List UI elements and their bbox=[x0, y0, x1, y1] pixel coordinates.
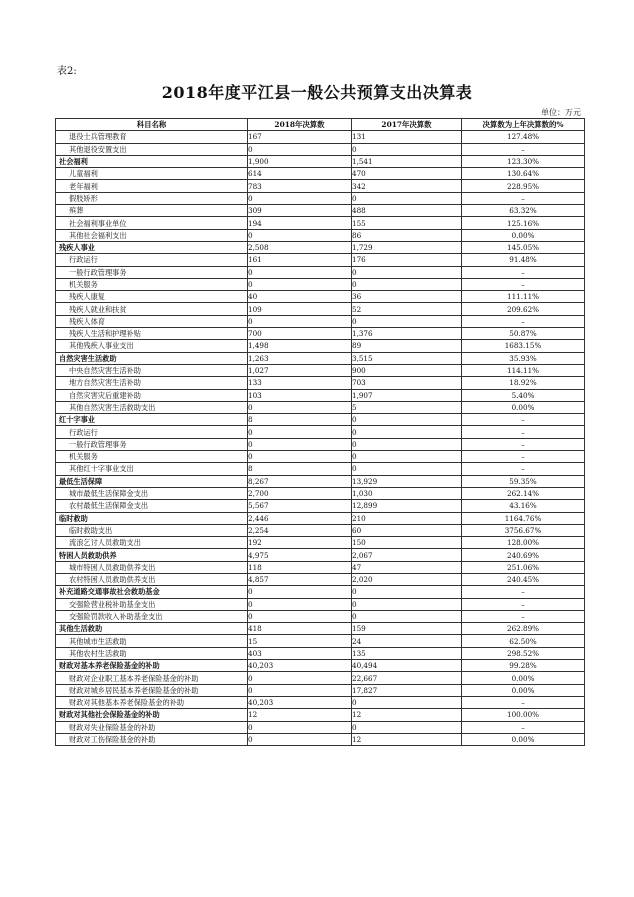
table-row bbox=[56, 524, 585, 536]
item-name-cell: 残疾人康复 bbox=[56, 291, 248, 303]
item-name-cell: 其他城市生活救助 bbox=[56, 635, 248, 647]
item-name-cell: 交强险罚款收入补助基金支出 bbox=[56, 610, 248, 622]
item-name-cell: 儿童福利 bbox=[56, 168, 248, 180]
value-2017-cell: 17,827 bbox=[352, 684, 462, 696]
item-name-cell: 城市最低生活保障金支出 bbox=[56, 487, 248, 499]
value-2018-cell: 0 bbox=[248, 451, 352, 463]
item-name-cell: 其他残疾人事业支出 bbox=[56, 340, 248, 352]
item-name-cell: 残疾人就业和扶贫 bbox=[56, 303, 248, 315]
table-row bbox=[56, 340, 585, 352]
table-row bbox=[56, 143, 585, 155]
value-2018-cell: 103 bbox=[248, 389, 352, 401]
item-name-cell: 补充道路交通事故社会救助基金 bbox=[56, 586, 248, 598]
value-2018-cell: 40,203 bbox=[248, 660, 352, 672]
value-2018-cell: 0 bbox=[248, 266, 352, 278]
item-name-cell: 其他生活救助 bbox=[56, 623, 248, 635]
table-row bbox=[56, 573, 585, 585]
value-2017-cell: 0 bbox=[352, 414, 462, 426]
table-row bbox=[56, 733, 585, 745]
item-name-cell: 其他社会福利支出 bbox=[56, 229, 248, 241]
value-2018-cell: 8,267 bbox=[248, 475, 352, 487]
value-2018-cell: 40,203 bbox=[248, 696, 352, 708]
value-2018-cell: 2,254 bbox=[248, 524, 352, 536]
value-2018-cell: 4,975 bbox=[248, 549, 352, 561]
percent-cell: – bbox=[462, 315, 585, 327]
table-row bbox=[56, 537, 585, 549]
table-row bbox=[56, 672, 585, 684]
item-name-cell: 老年福利 bbox=[56, 180, 248, 192]
item-name-cell: 财政对其他基本养老保险基金的补助 bbox=[56, 696, 248, 708]
item-name-cell: 其他自然灾害生活救助支出 bbox=[56, 401, 248, 413]
percent-cell: 3756.67% bbox=[462, 524, 585, 536]
value-2017-cell: 0 bbox=[352, 696, 462, 708]
percent-cell: 18.92% bbox=[462, 377, 585, 389]
value-2018-cell: 0 bbox=[248, 586, 352, 598]
percent-cell: 35.93% bbox=[462, 352, 585, 364]
value-2017-cell: 131 bbox=[352, 131, 462, 143]
value-2017-cell: 0 bbox=[352, 426, 462, 438]
value-2017-cell: 488 bbox=[352, 205, 462, 217]
percent-cell: – bbox=[462, 438, 585, 450]
table-row bbox=[56, 586, 585, 598]
table-row bbox=[56, 168, 585, 180]
value-2017-cell: 40,494 bbox=[352, 660, 462, 672]
table-row bbox=[56, 328, 585, 340]
value-2017-cell: 12 bbox=[352, 733, 462, 745]
percent-cell: 127.48% bbox=[462, 131, 585, 143]
value-2017-cell: 150 bbox=[352, 537, 462, 549]
percent-cell: – bbox=[462, 143, 585, 155]
percent-cell: – bbox=[462, 414, 585, 426]
item-name-cell: 财政对工伤保险基金的补助 bbox=[56, 733, 248, 745]
value-2017-cell: 47 bbox=[352, 561, 462, 573]
value-2017-cell: 1,030 bbox=[352, 487, 462, 499]
item-name-cell: 财政对城乡居民基本养老保险基金的补助 bbox=[56, 684, 248, 696]
item-name-cell: 残疾人体育 bbox=[56, 315, 248, 327]
percent-cell: – bbox=[462, 426, 585, 438]
table-row bbox=[56, 451, 585, 463]
percent-cell: 262.14% bbox=[462, 487, 585, 499]
value-2018-cell: 0 bbox=[248, 229, 352, 241]
item-name-cell: 残疾人生活和护理补贴 bbox=[56, 328, 248, 340]
percent-cell: 0.00% bbox=[462, 684, 585, 696]
item-name-cell: 行政运行 bbox=[56, 254, 248, 266]
value-2018-cell: 109 bbox=[248, 303, 352, 315]
value-2018-cell: 309 bbox=[248, 205, 352, 217]
table-row bbox=[56, 512, 585, 524]
percent-cell: 251.06% bbox=[462, 561, 585, 573]
item-name-cell: 地方自然灾害生活补助 bbox=[56, 377, 248, 389]
item-name-cell: 流浪乞讨人员救助支出 bbox=[56, 537, 248, 549]
value-2018-cell: 614 bbox=[248, 168, 352, 180]
percent-cell: – bbox=[462, 278, 585, 290]
value-2017-cell: 2,020 bbox=[352, 573, 462, 585]
item-name-cell: 农村最低生活保障金支出 bbox=[56, 500, 248, 512]
table-row bbox=[56, 487, 585, 499]
value-2018-cell: 0 bbox=[248, 315, 352, 327]
value-2018-cell: 0 bbox=[248, 610, 352, 622]
percent-cell: – bbox=[462, 463, 585, 475]
table-row bbox=[56, 389, 585, 401]
item-name-cell: 财政对企业职工基本养老保险基金的补助 bbox=[56, 672, 248, 684]
table-row bbox=[56, 549, 585, 561]
value-2018-cell: 1,027 bbox=[248, 364, 352, 376]
table-row bbox=[56, 401, 585, 413]
table-row bbox=[56, 229, 585, 241]
table-body bbox=[56, 131, 585, 746]
value-2018-cell: 0 bbox=[248, 438, 352, 450]
value-2017-cell: 13,929 bbox=[352, 475, 462, 487]
percent-cell: – bbox=[462, 192, 585, 204]
value-2018-cell: 0 bbox=[248, 733, 352, 745]
item-name-cell: 其他退役安置支出 bbox=[56, 143, 248, 155]
value-2017-cell: 0 bbox=[352, 266, 462, 278]
percent-cell: – bbox=[462, 451, 585, 463]
value-2017-cell: 470 bbox=[352, 168, 462, 180]
percent-cell: 1683.15% bbox=[462, 340, 585, 352]
value-2017-cell: 703 bbox=[352, 377, 462, 389]
value-2017-cell: 36 bbox=[352, 291, 462, 303]
value-2018-cell: 5,567 bbox=[248, 500, 352, 512]
percent-cell: 5.40% bbox=[462, 389, 585, 401]
value-2017-cell: 52 bbox=[352, 303, 462, 315]
item-name-cell: 殡葬 bbox=[56, 205, 248, 217]
percent-cell: 0.00% bbox=[462, 733, 585, 745]
value-2017-cell: 0 bbox=[352, 451, 462, 463]
table-row bbox=[56, 660, 585, 672]
item-name-cell: 财政对失业保险基金的补助 bbox=[56, 721, 248, 733]
percent-cell: 0.00% bbox=[462, 401, 585, 413]
table-row bbox=[56, 721, 585, 733]
value-2018-cell: 0 bbox=[248, 401, 352, 413]
table-row bbox=[56, 278, 585, 290]
table-row bbox=[56, 623, 585, 635]
percent-cell: 100.00% bbox=[462, 709, 585, 721]
table-row bbox=[56, 266, 585, 278]
table-row bbox=[56, 303, 585, 315]
percent-cell: 125.16% bbox=[462, 217, 585, 229]
table-row bbox=[56, 463, 585, 475]
value-2018-cell: 0 bbox=[248, 598, 352, 610]
header-2018-final: 2018年决算数 bbox=[248, 119, 352, 131]
value-2017-cell: 0 bbox=[352, 143, 462, 155]
value-2017-cell: 1,541 bbox=[352, 155, 462, 167]
value-2018-cell: 0 bbox=[248, 143, 352, 155]
percent-cell: 209.62% bbox=[462, 303, 585, 315]
percent-cell: 63.32% bbox=[462, 205, 585, 217]
value-2018-cell: 0 bbox=[248, 684, 352, 696]
table-row bbox=[56, 377, 585, 389]
item-name-cell: 最低生活保障 bbox=[56, 475, 248, 487]
table-row bbox=[56, 241, 585, 253]
item-name-cell: 自然灾害灾后重建补助 bbox=[56, 389, 248, 401]
table-row bbox=[56, 315, 585, 327]
percent-cell: – bbox=[462, 266, 585, 278]
value-2018-cell: 783 bbox=[248, 180, 352, 192]
item-name-cell: 行政运行 bbox=[56, 426, 248, 438]
percent-cell: 0.00% bbox=[462, 229, 585, 241]
table-row bbox=[56, 217, 585, 229]
value-2017-cell: 135 bbox=[352, 647, 462, 659]
table-row bbox=[56, 155, 585, 167]
item-name-cell: 自然灾害生活救助 bbox=[56, 352, 248, 364]
value-2017-cell: 22,667 bbox=[352, 672, 462, 684]
unit-label: 单位：万元 bbox=[541, 108, 581, 117]
value-2018-cell: 167 bbox=[248, 131, 352, 143]
value-2018-cell: 0 bbox=[248, 192, 352, 204]
percent-cell: – bbox=[462, 696, 585, 708]
item-name-cell: 特困人员救助供养 bbox=[56, 549, 248, 561]
table-row bbox=[56, 709, 585, 721]
item-name-cell: 临时救助支出 bbox=[56, 524, 248, 536]
table-row bbox=[56, 610, 585, 622]
value-2017-cell: 89 bbox=[352, 340, 462, 352]
item-name-cell: 红十字事业 bbox=[56, 414, 248, 426]
percent-cell: 91.48% bbox=[462, 254, 585, 266]
value-2018-cell: 418 bbox=[248, 623, 352, 635]
table-row bbox=[56, 635, 585, 647]
value-2017-cell: 0 bbox=[352, 315, 462, 327]
value-2018-cell: 2,446 bbox=[248, 512, 352, 524]
value-2018-cell: 40 bbox=[248, 291, 352, 303]
percent-cell: 1164.76% bbox=[462, 512, 585, 524]
item-name-cell: 交强险营业税补助基金支出 bbox=[56, 598, 248, 610]
item-name-cell: 其他农村生活救助 bbox=[56, 647, 248, 659]
value-2018-cell: 1,263 bbox=[248, 352, 352, 364]
percent-cell: 62.50% bbox=[462, 635, 585, 647]
value-2017-cell: 210 bbox=[352, 512, 462, 524]
table-row bbox=[56, 500, 585, 512]
table-row bbox=[56, 598, 585, 610]
value-2018-cell: 4,857 bbox=[248, 573, 352, 585]
table-number-label: 表2: bbox=[57, 66, 77, 77]
value-2017-cell: 5 bbox=[352, 401, 462, 413]
value-2017-cell: 0 bbox=[352, 598, 462, 610]
item-name-cell: 其他红十字事业支出 bbox=[56, 463, 248, 475]
table-row bbox=[56, 254, 585, 266]
value-2018-cell: 15 bbox=[248, 635, 352, 647]
percent-cell: – bbox=[462, 586, 585, 598]
value-2018-cell: 194 bbox=[248, 217, 352, 229]
percent-cell: 0.00% bbox=[462, 672, 585, 684]
table-row bbox=[56, 131, 585, 143]
value-2017-cell: 900 bbox=[352, 364, 462, 376]
value-2017-cell: 0 bbox=[352, 278, 462, 290]
table-row bbox=[56, 426, 585, 438]
item-name-cell: 一般行政管理事务 bbox=[56, 266, 248, 278]
value-2017-cell: 342 bbox=[352, 180, 462, 192]
item-name-cell: 假肢矫形 bbox=[56, 192, 248, 204]
value-2018-cell: 0 bbox=[248, 721, 352, 733]
table-row bbox=[56, 414, 585, 426]
item-name-cell: 农村特困人员救助供养支出 bbox=[56, 573, 248, 585]
percent-cell: 298.52% bbox=[462, 647, 585, 659]
value-2017-cell: 1,907 bbox=[352, 389, 462, 401]
table-row bbox=[56, 364, 585, 376]
percent-cell: 145.05% bbox=[462, 241, 585, 253]
value-2017-cell: 86 bbox=[352, 229, 462, 241]
item-name-cell: 残疾人事业 bbox=[56, 241, 248, 253]
value-2017-cell: 0 bbox=[352, 192, 462, 204]
value-2017-cell: 0 bbox=[352, 463, 462, 475]
table-row bbox=[56, 647, 585, 659]
page-title: 2018年度平江县一般公共预算支出决算表 bbox=[161, 83, 473, 102]
value-2018-cell: 403 bbox=[248, 647, 352, 659]
value-2018-cell: 700 bbox=[248, 328, 352, 340]
header-2017-final: 2017年决算数 bbox=[352, 119, 462, 131]
budget-table bbox=[55, 118, 585, 746]
percent-cell: 128.00% bbox=[462, 537, 585, 549]
table-header-row bbox=[56, 119, 585, 131]
percent-cell: – bbox=[462, 721, 585, 733]
percent-cell: 43.16% bbox=[462, 500, 585, 512]
table-row bbox=[56, 438, 585, 450]
value-2017-cell: 0 bbox=[352, 610, 462, 622]
value-2017-cell: 176 bbox=[352, 254, 462, 266]
value-2017-cell: 0 bbox=[352, 586, 462, 598]
value-2018-cell: 2,700 bbox=[248, 487, 352, 499]
item-name-cell: 退役士兵管理教育 bbox=[56, 131, 248, 143]
value-2017-cell: 60 bbox=[352, 524, 462, 536]
value-2017-cell: 12 bbox=[352, 709, 462, 721]
value-2018-cell: 133 bbox=[248, 377, 352, 389]
table-row bbox=[56, 205, 585, 217]
item-name-cell: 临时救助 bbox=[56, 512, 248, 524]
value-2017-cell: 12,899 bbox=[352, 500, 462, 512]
table-row bbox=[56, 561, 585, 573]
value-2018-cell: 8 bbox=[248, 414, 352, 426]
value-2018-cell: 0 bbox=[248, 426, 352, 438]
percent-cell: 59.35% bbox=[462, 475, 585, 487]
item-name-cell: 财政对基本养老保险基金的补助 bbox=[56, 660, 248, 672]
value-2017-cell: 155 bbox=[352, 217, 462, 229]
table-row bbox=[56, 291, 585, 303]
percent-cell: – bbox=[462, 610, 585, 622]
value-2017-cell: 1,376 bbox=[352, 328, 462, 340]
item-name-cell: 一般行政管理事务 bbox=[56, 438, 248, 450]
value-2017-cell: 159 bbox=[352, 623, 462, 635]
value-2018-cell: 8 bbox=[248, 463, 352, 475]
percent-cell: 123.30% bbox=[462, 155, 585, 167]
percent-cell: 114.11% bbox=[462, 364, 585, 376]
item-name-cell: 财政对其他社会保险基金的补助 bbox=[56, 709, 248, 721]
table-row bbox=[56, 192, 585, 204]
item-name-cell: 城市特困人员救助供养支出 bbox=[56, 561, 248, 573]
value-2017-cell: 24 bbox=[352, 635, 462, 647]
value-2018-cell: 12 bbox=[248, 709, 352, 721]
header-percent: 决算数为上年决算数的% bbox=[462, 119, 585, 131]
value-2017-cell: 0 bbox=[352, 721, 462, 733]
value-2018-cell: 192 bbox=[248, 537, 352, 549]
percent-cell: 130.64% bbox=[462, 168, 585, 180]
percent-cell: 228.95% bbox=[462, 180, 585, 192]
percent-cell: – bbox=[462, 598, 585, 610]
table-row bbox=[56, 475, 585, 487]
item-name-cell: 社会福利事业单位 bbox=[56, 217, 248, 229]
value-2017-cell: 3,515 bbox=[352, 352, 462, 364]
percent-cell: 262.89% bbox=[462, 623, 585, 635]
table-row bbox=[56, 352, 585, 364]
percent-cell: 50.87% bbox=[462, 328, 585, 340]
header-item-name: 科目名称 bbox=[56, 119, 248, 131]
percent-cell: 111.11% bbox=[462, 291, 585, 303]
value-2017-cell: 2,067 bbox=[352, 549, 462, 561]
percent-cell: 240.45% bbox=[462, 573, 585, 585]
table-row bbox=[56, 684, 585, 696]
value-2018-cell: 118 bbox=[248, 561, 352, 573]
item-name-cell: 社会福利 bbox=[56, 155, 248, 167]
value-2018-cell: 2,508 bbox=[248, 241, 352, 253]
value-2018-cell: 0 bbox=[248, 672, 352, 684]
item-name-cell: 机关服务 bbox=[56, 278, 248, 290]
table-row bbox=[56, 696, 585, 708]
value-2018-cell: 0 bbox=[248, 278, 352, 290]
value-2017-cell: 0 bbox=[352, 438, 462, 450]
value-2018-cell: 1,498 bbox=[248, 340, 352, 352]
item-name-cell: 中央自然灾害生活补助 bbox=[56, 364, 248, 376]
item-name-cell: 机关服务 bbox=[56, 451, 248, 463]
value-2018-cell: 161 bbox=[248, 254, 352, 266]
table-row bbox=[56, 180, 585, 192]
percent-cell: 99.28% bbox=[462, 660, 585, 672]
value-2017-cell: 1,729 bbox=[352, 241, 462, 253]
value-2018-cell: 1,900 bbox=[248, 155, 352, 167]
percent-cell: 240.69% bbox=[462, 549, 585, 561]
